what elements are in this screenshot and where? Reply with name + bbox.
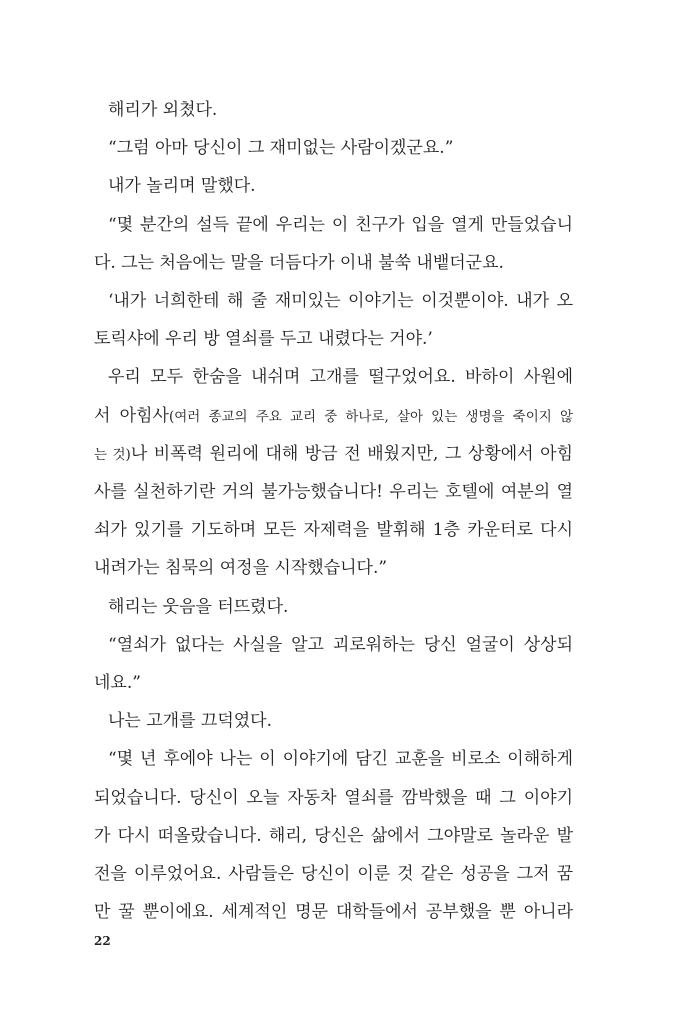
- text-line: [94, 518, 573, 542]
- text-segment: 네요.”: [94, 673, 141, 693]
- text-segment: “열쇠가 없다는 사실을 알고 괴로워하는 당신 얼굴이 상상되: [108, 634, 573, 655]
- parenthetical-note: (여러 종교의 주요 교리 중 하나로, 살아 있는 생명을 죽이지 않: [168, 408, 573, 425]
- text-line: [108, 365, 573, 389]
- text-segment: 전을 이루었어요. 사람들은 당신이 이룬 것 같은 성공을 그저 꿈: [94, 864, 573, 884]
- text-line: [94, 556, 573, 580]
- text-line: [94, 900, 573, 924]
- text-line: [108, 289, 573, 313]
- text-line: [108, 136, 573, 160]
- text-line: [108, 633, 573, 657]
- text-segment: 가 다시 떠올랐습니다. 해리, 당신은 삶에서 그야말로 놀라운 발: [94, 825, 573, 846]
- text-line: [94, 480, 573, 504]
- text-line: [108, 595, 573, 619]
- text-line: [94, 442, 573, 466]
- parenthetical-note: 는 것): [94, 446, 131, 463]
- text-segment: “몇 분간의 설득 끝에 우리는 이 친구가 입을 열게 만들었습니: [108, 214, 573, 235]
- text-segment: 만 꿀 뿐이에요. 세계적인 명문 대학들에서 공부했을 뿐 아니라: [94, 902, 573, 923]
- text-line: [94, 327, 573, 351]
- text-line: [108, 709, 573, 733]
- text-segment: 다. 그는 처음에는 말을 더듬다가 이내 불쑥 내뱉더군요.: [94, 252, 504, 273]
- text-line: [94, 862, 573, 886]
- text-line: [94, 251, 573, 275]
- text-line: [108, 747, 573, 771]
- text-segment: 해리가 외쳤다.: [108, 100, 218, 120]
- text-segment: 내가 놀리며 말했다.: [108, 176, 256, 197]
- text-line: [108, 98, 573, 122]
- text-line: [94, 786, 573, 810]
- text-segment: 우리 모두 한숨을 내쉬며 고개를 떨구었어요. 바하이 사원에: [108, 367, 573, 388]
- text-segment: 쇠가 있기를 기도하며 모든 자제력을 발휘해 1층 카운터로 다시: [94, 520, 573, 541]
- text-segment: “몇 년 후에야 나는 이 이야기에 담긴 교훈을 비로소 이해하게: [108, 749, 573, 770]
- text-line: [94, 404, 573, 428]
- text-line: [94, 824, 573, 848]
- page-number: 22: [94, 934, 111, 948]
- text-segment: 되었습니다. 당신이 오늘 자동차 열쇠를 깜박했을 때 그 이야기: [94, 787, 573, 808]
- text-line: [94, 671, 573, 695]
- text-segment: “그럼 아마 당신이 그 재미없는 사람이겠군요.”: [108, 138, 454, 159]
- text-segment: 토릭샤에 우리 방 열쇠를 두고 내렸다는 거야.’: [94, 329, 433, 350]
- text-segment: 서 아힘사: [94, 405, 169, 426]
- text-segment: 해리는 웃음을 터뜨렸다.: [108, 596, 289, 617]
- text-segment: ‘내가 너희한테 해 줄 재미있는 이야기는 이것뿐이야. 내가 오: [108, 291, 573, 311]
- text-segment: 사를 실천하기란 거의 불가능했습니다! 우리는 호텔에 여분의 열: [94, 482, 573, 502]
- text-segment: 내려가는 침묵의 여정을 시작했습니다.”: [94, 558, 388, 579]
- text-line: [108, 174, 573, 198]
- text-segment: 나는 고개를 끄덕였다.: [108, 711, 273, 732]
- text-segment: 나 비폭력 원리에 대해 방금 전 배웠지만, 그 상황에서 아힘: [130, 443, 573, 464]
- text-line: [108, 213, 573, 237]
